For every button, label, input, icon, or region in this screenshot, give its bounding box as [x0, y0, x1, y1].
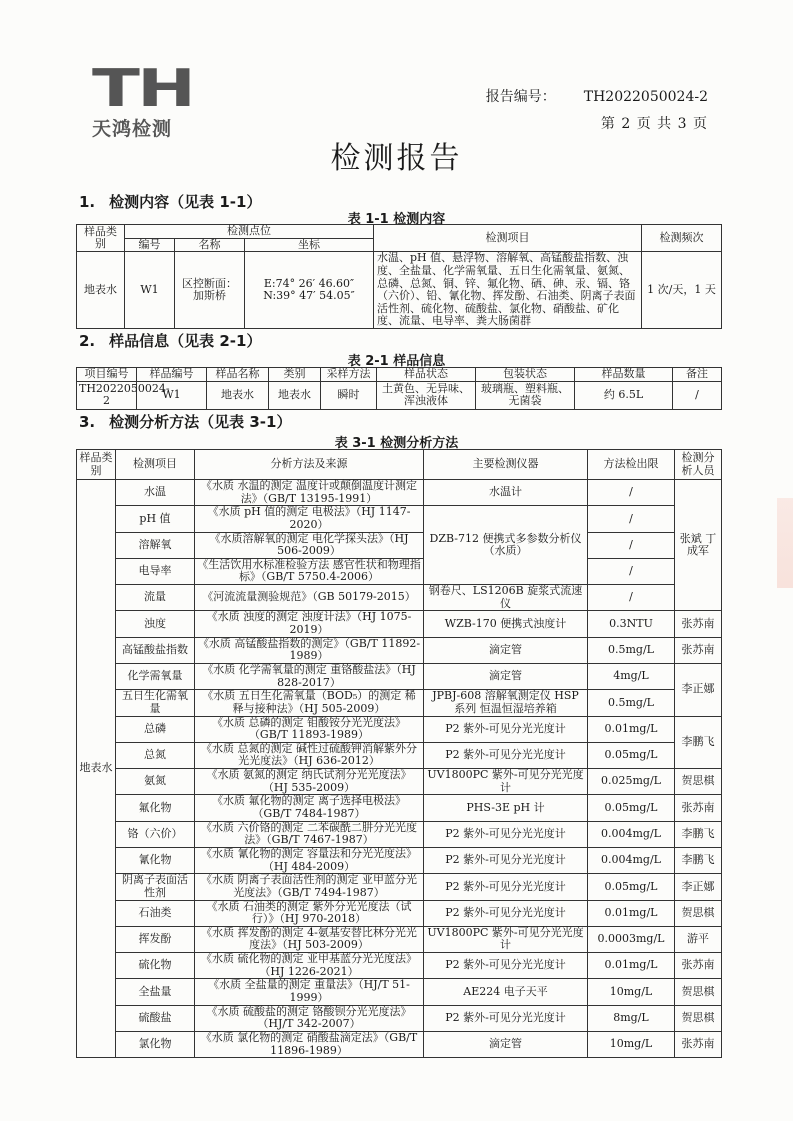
instrument-cell: P2 紫外-可见分光光度计 [424, 874, 588, 900]
logo-letters: TH [92, 59, 194, 119]
table-2-caption: 表 2-1 样品信息 [347, 354, 446, 369]
section-2-heading [79, 330, 261, 351]
analyst-cell: 张苏南 [675, 1031, 722, 1057]
limit-cell: 0.05mg/L [588, 795, 675, 821]
analyst-cell: 游平 [675, 926, 722, 952]
method-cell: 《水质溶解氧的测定 电化学探头法》（HJ 506-2009） [195, 532, 424, 558]
item-cell: 浊度 [116, 611, 195, 637]
header-cell: 检测分析人员 [675, 450, 722, 480]
instrument-cell: PHS-3E pH 计 [424, 795, 588, 821]
table-row [77, 690, 722, 716]
limit-cell: 4mg/L [588, 663, 675, 689]
instrument-cell: DZB-712 便携式多参数分析仪（水质） [424, 506, 588, 585]
analyst-cell: 李正娜 [675, 874, 722, 900]
table-row [77, 874, 722, 900]
limit-cell: 10mg/L [588, 979, 675, 1005]
table-cell: 区控断面：加斯桥 [175, 252, 245, 329]
item-cell: 高锰酸盐指数 [116, 637, 195, 663]
analyst-cell: 张苏南 [675, 953, 722, 979]
instrument-cell: P2 紫外-可见分光光度计 [424, 900, 588, 926]
table-row [77, 716, 722, 742]
method-cell: 《水质 六价铬的测定 二苯碳酰二肼分光光度法》（GB/T 7467-1987） [195, 821, 424, 847]
table-cell: 地表水 [77, 252, 125, 329]
method-cell: 《生活饮用水标准检验方法 感官性状和物理指标》（GB/T 5750.4-2006） [195, 558, 424, 584]
method-cell: 《河流流量测验规范》（GB 50179-2015） [195, 585, 424, 611]
table-row [77, 585, 722, 611]
analysis-method-table [76, 449, 722, 1058]
table-cell: TH2022050024-2 [77, 381, 137, 409]
analyst-cell: 贺思棋 [675, 769, 722, 795]
header-cell: 样品类别 [77, 225, 125, 252]
table-cell: 瞬时 [321, 381, 377, 409]
instrument-cell: UV1800PC 紫外-可见分光光度计 [424, 926, 588, 952]
item-cell: 硫化物 [116, 953, 195, 979]
instrument-cell: 滴定管 [424, 663, 588, 689]
method-cell: 《水质 全盐量的测定 重量法》（HJ/T 51-1999） [195, 979, 424, 1005]
section-title: 检测分析方法（见表 3-1） [109, 413, 292, 431]
limit-cell: / [588, 480, 675, 506]
table-row [77, 558, 722, 584]
table-3-caption: 表 3-1 检测分析方法 [334, 436, 459, 451]
header-cell: 样品类别 [77, 450, 116, 480]
item-cell: 总氮 [116, 742, 195, 768]
analyst-cell: 李鹏飞 [675, 847, 722, 873]
table-row [77, 900, 722, 926]
table-row [77, 611, 722, 637]
table-1-caption: 表 1-1 检测内容 [347, 212, 446, 227]
report-number-label: 报告编号： [485, 89, 556, 105]
analyst-cell: 贺思棋 [675, 900, 722, 926]
instrument-cell: P2 紫外-可见分光光度计 [424, 821, 588, 847]
instrument-cell: 钢卷尺、LS1206B 旋浆式流速仪 [424, 585, 588, 611]
table-cell: W1 [137, 381, 207, 409]
header-cell: 样品数量 [575, 368, 673, 382]
analyst-cell: 张斌 丁成军 [675, 480, 722, 611]
table-row [77, 769, 722, 795]
limit-cell: 0.5mg/L [588, 637, 675, 663]
report-number [486, 86, 708, 106]
limit-cell: 0.025mg/L [588, 769, 675, 795]
page-info: 第 2 页 共 3 页 [600, 116, 708, 132]
analyst-cell: 李鹏飞 [675, 716, 722, 769]
header-cell: 类别 [269, 368, 321, 382]
method-cell: 《水质 氟化物的测定 离子选择电极法》（GB/T 7484-1987） [195, 795, 424, 821]
item-cell: 硫酸盐 [116, 1005, 195, 1031]
analyst-cell: 贺思棋 [675, 979, 722, 1005]
item-cell: 铬（六价） [116, 821, 195, 847]
limit-cell: 0.004mg/L [588, 847, 675, 873]
item-cell: pH 值 [116, 506, 195, 532]
method-cell: 《水质 阴离子表面活性剂的测定 亚甲蓝分光光度法》（GB/T 7494-1987） [195, 874, 424, 900]
section-3-heading [79, 411, 291, 432]
limit-cell: / [588, 506, 675, 532]
method-cell: 《水质 氰化物的测定 容量法和分光光度法》（HJ 484-2009） [195, 847, 424, 873]
table-cell: 1 次/天，1 天 [642, 252, 722, 329]
table-row [77, 847, 722, 873]
header-cell: 名称 [175, 238, 245, 252]
limit-cell: 0.05mg/L [588, 742, 675, 768]
item-cell: 五日生化需氧量 [116, 690, 195, 716]
item-cell: 氯化物 [116, 1031, 195, 1057]
header-cell: 检测项目 [374, 225, 642, 252]
limit-cell: / [588, 558, 675, 584]
limit-cell: / [588, 585, 675, 611]
item-cell: 全盐量 [116, 979, 195, 1005]
item-cell: 流量 [116, 585, 195, 611]
method-cell: 《水质 水温的测定 温度计或颠倒温度计测定法》（GB/T 13195-1991） [195, 480, 424, 506]
limit-cell: 8mg/L [588, 1005, 675, 1031]
header-cell: 样品状态 [377, 368, 476, 382]
analyst-cell: 张苏南 [675, 611, 722, 637]
limit-cell: 0.5mg/L [588, 690, 675, 716]
item-cell: 化学需氧量 [116, 663, 195, 689]
method-cell: 《水质 石油类的测定 紫外分光光度法（试行）》（HJ 970-2018） [195, 900, 424, 926]
page-title: 检测报告 [330, 141, 463, 176]
header-cell: 检测项目 [116, 450, 195, 480]
method-cell: 《水质 挥发酚的测定 4-氨基安替比林分光光度法》（HJ 503-2009） [195, 926, 424, 952]
instrument-cell: 滴定管 [424, 1031, 588, 1057]
table-row [77, 480, 722, 506]
item-cell: 阴离子表面活性剂 [116, 874, 195, 900]
header-cell: 样品名称 [207, 368, 269, 382]
table-row [77, 742, 722, 768]
header-cell: 包装状态 [476, 368, 575, 382]
method-cell: 《水质 pH 值的测定 电极法》（HJ 1147-2020） [195, 506, 424, 532]
table-row [77, 821, 722, 847]
section-number: 3. [79, 413, 96, 431]
instrument-cell: 滴定管 [424, 637, 588, 663]
table-row [77, 979, 722, 1005]
header-cell: 主要检测仪器 [424, 450, 588, 480]
instrument-cell: AE224 电子天平 [424, 979, 588, 1005]
limit-cell: 0.3NTU [588, 611, 675, 637]
limit-cell: / [588, 532, 675, 558]
method-cell: 《水质 五日生化需氧量（BOD₅）的测定 稀释与接种法》（HJ 505-2009） [195, 690, 424, 716]
item-cell: 溶解氧 [116, 532, 195, 558]
table-row [77, 795, 722, 821]
analyst-cell: 贺思棋 [675, 1005, 722, 1031]
item-cell: 电导率 [116, 558, 195, 584]
table-row [77, 506, 722, 532]
item-cell: 石油类 [116, 900, 195, 926]
coordinate-e: E:74° 26′ 46.60″ [263, 276, 355, 290]
item-cell: 水温 [116, 480, 195, 506]
table-row [77, 532, 722, 558]
method-cell: 《水质 浊度的测定 浊度计法》（HJ 1075-2019） [195, 611, 424, 637]
limit-cell: 0.004mg/L [588, 821, 675, 847]
header-cell: 样品编号 [137, 368, 207, 382]
method-cell: 《水质 化学需氧量的测定 重铬酸盐法》（HJ 828-2017） [195, 663, 424, 689]
method-cell: 《水质 硫酸盐的测定 铬酸钡分光光度法》（HJ/T 342-2007） [195, 1005, 424, 1031]
item-cell: 氟化物 [116, 795, 195, 821]
table-row [77, 663, 722, 689]
analyst-cell: 李鹏飞 [675, 821, 722, 847]
table-row [77, 953, 722, 979]
analyst-cell: 李正娜 [675, 663, 722, 716]
analyst-cell: 张苏南 [675, 795, 722, 821]
header-cell: 分析方法及来源 [195, 450, 424, 480]
section-title: 样品信息（见表 2-1） [109, 332, 262, 350]
section-number: 1. [79, 193, 96, 211]
table-cell: 约 6.5L [575, 381, 673, 409]
section-title: 检测内容（见表 1-1） [109, 193, 262, 211]
seal-stamp-edge [777, 498, 793, 588]
instrument-cell: JPBJ-608 溶解氧测定仪 HSP 系列 恒温恒湿培养箱 [424, 690, 588, 716]
table-row [77, 1005, 722, 1031]
header-cell: 坐标 [245, 238, 374, 252]
instrument-cell: 水温计 [424, 480, 588, 506]
item-cell: 氰化物 [116, 847, 195, 873]
sample-info-table [76, 367, 722, 410]
items-cell: 水温、pH 值、悬浮物、溶解氧、高锰酸盐指数、浊度、全盐量、化学需氧量、五日生化需氧量、氨氮、总磷、总氮、铜、锌、氟化物、硒、砷、汞、镉、铬（六价）、铅、氰化物、挥发酚、石油类、阴离子表面活性剂、硫化物、硫酸盐、氯化物、硝酸盐、矿化度、流量、电导率、粪大肠菌群 [374, 252, 642, 329]
table-cell: 玻璃瓶、塑料瓶、无菌袋 [476, 381, 575, 409]
item-cell: 总磷 [116, 716, 195, 742]
table-cell: 地表水 [269, 381, 321, 409]
instrument-cell: WZB-170 便携式浊度计 [424, 611, 588, 637]
section-number: 2. [79, 332, 96, 350]
company-logo [92, 59, 212, 140]
instrument-cell: P2 紫外-可见分光光度计 [424, 1005, 588, 1031]
header-cell: 备注 [673, 368, 722, 382]
header-cell: 检测点位 [125, 225, 374, 239]
detection-content-table [76, 224, 722, 329]
method-cell: 《水质 总磷的测定 钼酸铵分光光度法》（GB/T 11893-1989） [195, 716, 424, 742]
header-cell: 编号 [125, 238, 175, 252]
header-cell: 采样方法 [321, 368, 377, 382]
report-number-value: TH2022050024-2 [583, 89, 708, 105]
limit-cell: 0.05mg/L [588, 874, 675, 900]
table-cell: 地表水 [207, 381, 269, 409]
table-row [77, 637, 722, 663]
limit-cell: 0.01mg/L [588, 900, 675, 926]
method-cell: 《水质 总氮的测定 碱性过硫酸钾消解紫外分光光度法》（HJ 636-2012） [195, 742, 424, 768]
analyst-cell: 张苏南 [675, 637, 722, 663]
table-cell: 土黄色、无异味、浑浊液体 [377, 381, 476, 409]
limit-cell: 0.01mg/L [588, 716, 675, 742]
limit-cell: 0.0003mg/L [588, 926, 675, 952]
logo-text: 天鸿检测 [92, 118, 173, 140]
limit-cell: 0.01mg/L [588, 953, 675, 979]
instrument-cell: UV1800PC 紫外-可见分光光度计 [424, 769, 588, 795]
limit-cell: 10mg/L [588, 1031, 675, 1057]
method-cell: 《水质 氨氮的测定 纳氏试剂分光光度法》（HJ 535-2009） [195, 769, 424, 795]
header-cell: 检测频次 [642, 225, 722, 252]
header-cell: 方法检出限 [588, 450, 675, 480]
instrument-cell: P2 紫外-可见分光光度计 [424, 847, 588, 873]
instrument-cell: P2 紫外-可见分光光度计 [424, 953, 588, 979]
method-cell: 《水质 氯化物的测定 硝酸盐滴定法》（GB/T 11896-1989） [195, 1031, 424, 1057]
instrument-cell: P2 紫外-可见分光光度计 [424, 716, 588, 742]
item-cell: 氨氮 [116, 769, 195, 795]
method-cell: 《水质 高锰酸盐指数的测定》（GB/T 11892-1989） [195, 637, 424, 663]
header-cell: 项目编号 [77, 368, 137, 382]
table-row [77, 1031, 722, 1057]
item-cell: 挥发酚 [116, 926, 195, 952]
method-cell: 《水质 硫化物的测定 亚甲基蓝分光光度法》（HJ 1226-2021） [195, 953, 424, 979]
table-row [77, 926, 722, 952]
coordinate-cell [245, 252, 374, 329]
table-cell: W1 [125, 252, 175, 329]
coordinate-n: N:39° 47′ 54.05″ [263, 289, 355, 303]
category-cell: 地表水 [77, 480, 116, 1058]
table-cell: / [673, 381, 722, 409]
instrument-cell: P2 紫外-可见分光光度计 [424, 742, 588, 768]
